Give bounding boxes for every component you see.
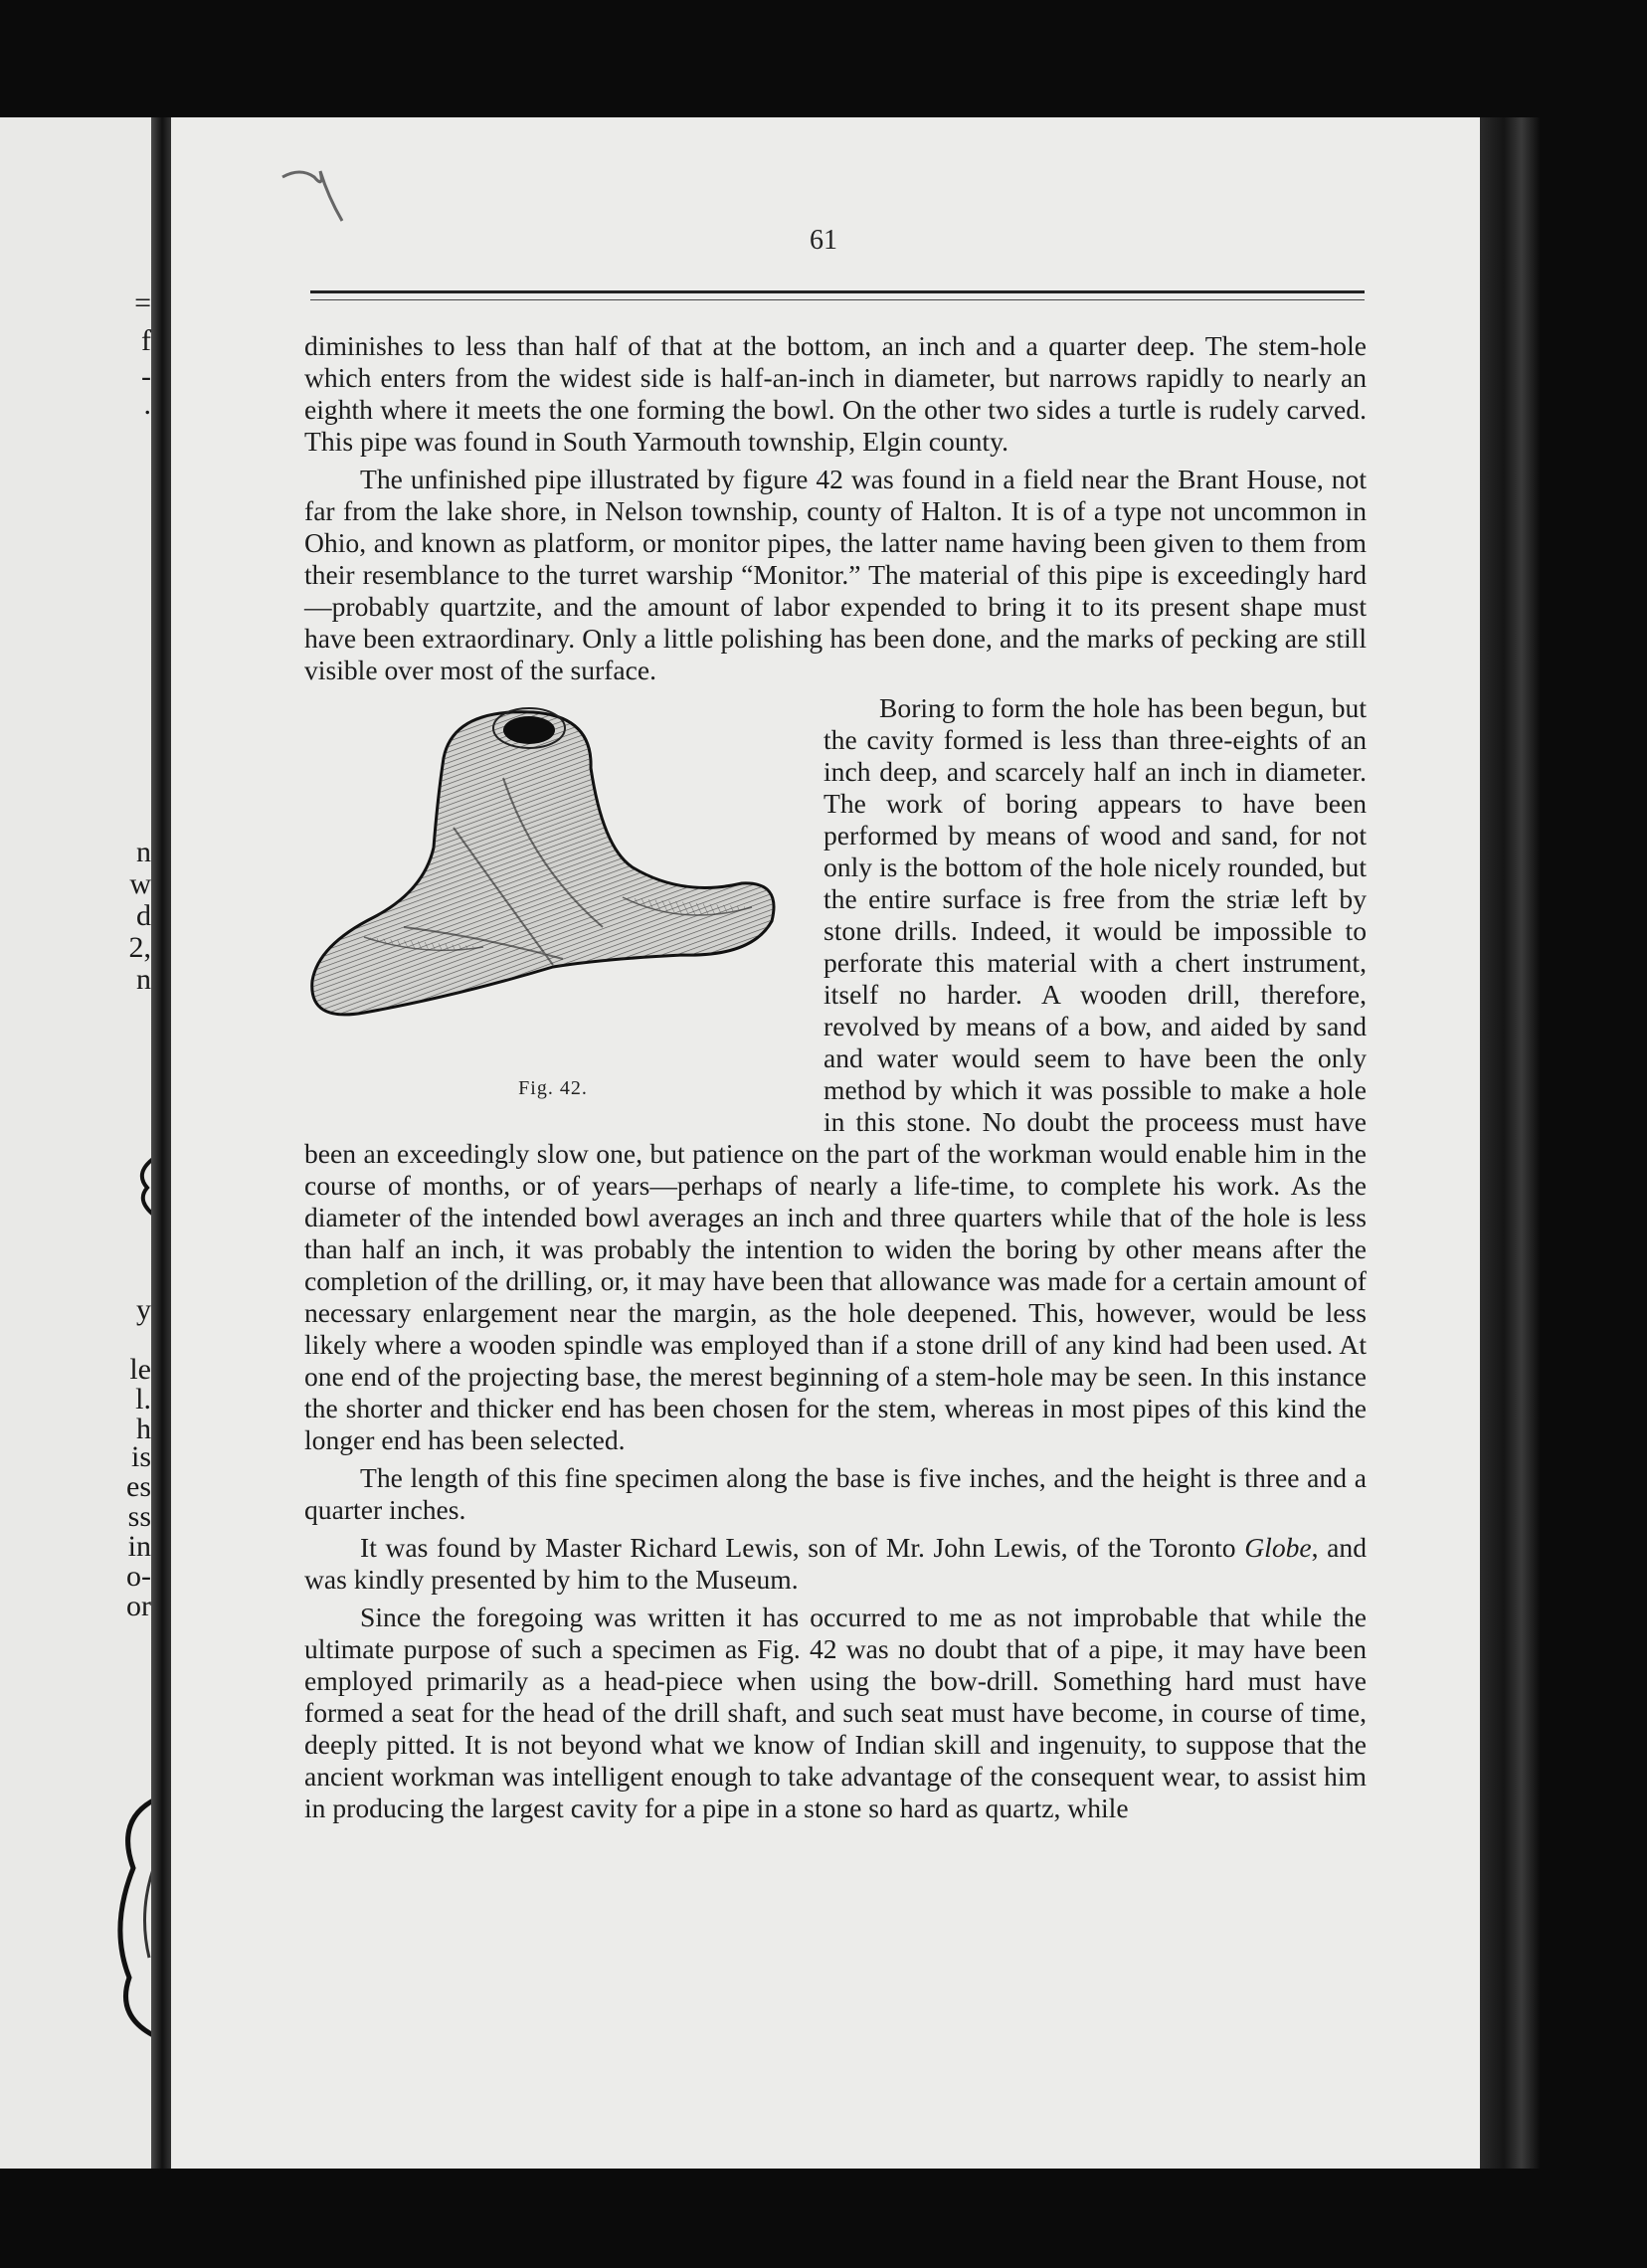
left-page-fragment: n (136, 836, 151, 868)
platform-pipe-illustration-icon (304, 698, 802, 1066)
left-page-fragment: w (129, 867, 151, 900)
left-page-fragment: - (141, 360, 151, 393)
left-page-vessel-icon (109, 1789, 157, 2047)
header-rule (310, 290, 1365, 293)
paragraph: The length of this fine specimen along the base is five inches, and the height is three and a quarter inches. (304, 1462, 1367, 1525)
book-page (171, 117, 1484, 2169)
paragraph: diminishes to less than half of that at the bottom, an inch and a quarter deep. The stem-hole which enters from the widest side is half-an-inch in diameter, but narrows rapidly to nearly an eighth where it meets the one forming the bowl. On the other two sides a turtle is rudely carved. This pipe was found in South Yarmouth township, Elgin county. (304, 330, 1367, 457)
left-page-fragment: is (130, 1440, 151, 1473)
pencil-mark-icon (280, 157, 360, 227)
left-page-fragment: . (143, 388, 151, 421)
book-gutter (151, 117, 173, 2169)
left-page-fragment: l. (135, 1383, 151, 1416)
paragraph: The unfinished pipe illustrated by figure 42 was found in a field near the Brant House, not far from the lake shore, in Nelson township, county of Halton. It is of a type not uncommon in Ohio, and known as platform, or monitor pipes, the latter name having been given to them from their resemblance to the turret warship “Monitor.” The material of this pipe is exceedingly hard—probably quartzite, and the amount of labor expended to bring it to its present shape must have been extraordinary. Only a little polishing has been done, and the marks of pecking are still visible over most of the surface. (304, 464, 1367, 685)
book-spine (1480, 117, 1540, 2169)
left-page-fragment: = (134, 286, 151, 319)
left-page-fragment: ss (127, 1500, 151, 1533)
figure-caption: Fig. 42. (518, 1077, 588, 1099)
page-number: 61 (810, 225, 837, 256)
left-page-fragment: o- (126, 1560, 151, 1593)
paragraph: Since the foregoing was written it has occurred to me as not improbable that while the ultimate purpose of such a specimen as Fig. 42 was no doubt that of a pipe, it may have been employed primarily as a head-piece when using the bow-drill. Something hard must have formed a seat for the head of the drill shaft, and such seat must have become, in course of time, deeply pitted. It is not beyond what we know of Indian skill and ingenuity, to suppose that the ancient workman was intelligent enough to take advantage of the consequent wear, to assist him in producing the largest cavity for a pipe in a stone so hard as quartz, while (304, 1602, 1367, 1823)
left-page-fragment: in (127, 1530, 151, 1563)
left-page-edge (0, 117, 157, 2169)
left-page-fragment: n (136, 963, 151, 996)
left-page-fragment: 2, (128, 931, 151, 964)
newspaper-name: Globe (1244, 1532, 1312, 1563)
lewis-text-before: It was found by Master Richard Lewis, son of Mr. John Lewis, of the Toronto (360, 1532, 1245, 1563)
left-page-fragment: d (136, 899, 151, 932)
lewis-text-after: , and was kindly presented by him to the Museum. (304, 1532, 1368, 1595)
paragraph: Boring to form the hole has been begun, but the cavity formed is less than three-eights of an inch deep, and scarcely half an inch in diameter. The work of boring appears to have been performed by means of wood and sand, for not only is the bottom of the hole nicely rounded, but the entire surface is free from the striæ left by stone drills. Indeed, it would be impossible to perforate this material with a chert instrument, itself no harder. A wooden drill, therefore, revolved by means of a bow, and aided by sand and water would seem to have been the only method by which it was possible to make a hole in this stone. No doubt the proceess must have been an exceedingly slow one, but patience on the part of the workman would enable him in the course of months, or of years—perhaps of nearly a life-time, to complete his work. As the diameter of the intended bowl averages an inch and three quarters while that of the hole is less than half an inch, it was probably the intention to widen the boring by other means after the completion of the drilling, or, it may have been that allowance was made for a certain amount of necessary enlargement near the margin, as the hole deepened. This, however, would be less likely where a wooden spindle was employed than if a stone drill of any kind had been used. At one end of the projecting base, the merest beginning of a stem-hole may be seen. In this instance the shorter and thicker end has been chosen for the stem, whereas in most pipes of this kind the longer end has been selected. (304, 692, 1367, 1455)
left-page-fragment: le (129, 1353, 151, 1386)
header-rule-thin (310, 299, 1365, 300)
paragraph-lewis (304, 1532, 1367, 1596)
left-page-fragment: es (126, 1470, 151, 1503)
body-text (304, 330, 1367, 1830)
left-page-fragment: or (126, 1590, 151, 1622)
figure-42 (304, 698, 802, 1114)
left-page-fragment: h (136, 1413, 151, 1445)
left-page-fragment: f (141, 324, 151, 357)
left-page-fragment: y (136, 1293, 151, 1326)
